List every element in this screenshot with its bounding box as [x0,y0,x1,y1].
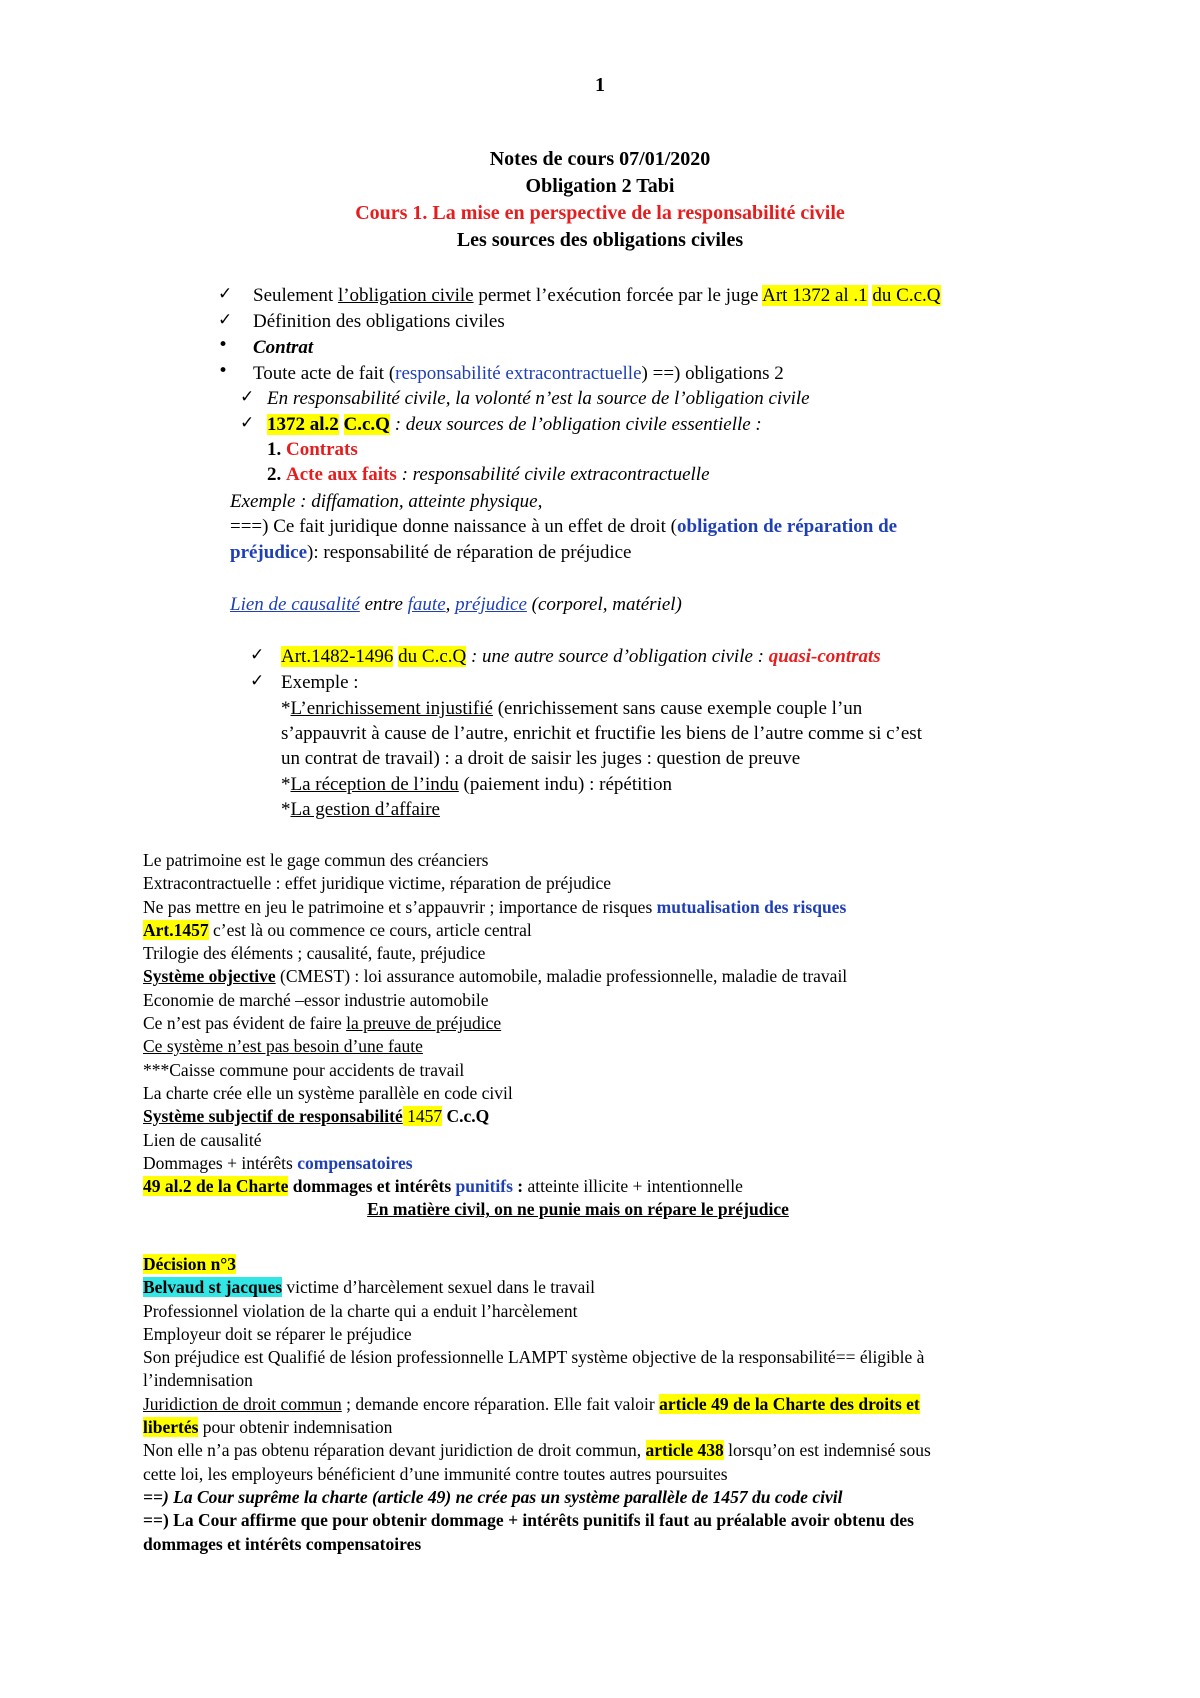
text-line: Art.1457 c’est là ou commence ce cours, article central [143,919,532,940]
list-item: Exemple : [281,672,359,693]
text-line: préjudice): responsabilité de réparation de préjudice [230,542,632,563]
text-line: 49 al.2 de la Charte dommages et intérêts punitifs : atteinte illicite + intentionnelle [143,1176,743,1197]
text-line: Dommages + intérêts compensatoires [143,1152,413,1173]
text-line: Employeur doit se réparer le préjudice [143,1323,412,1344]
link-lien-de-causalite[interactable]: Lien de causalité [230,594,360,615]
section-notes [143,849,1073,1222]
text-line: *La réception de l’indu (paiement indu) : répétition [281,774,672,795]
list-item: En responsabilité civile, la volonté n’est la source de l’obligation civile [267,388,810,409]
text-line: cette loi, les employeurs bénéficient d’une immunité contre toutes autres poursuites [143,1463,728,1484]
text-line: Système objective (CMEST) : loi assurance automobile, maladie professionnelle, maladie de travail [143,966,848,987]
link-faute[interactable]: faute [407,594,446,615]
list-item: 1372 al.2 C.c.Q : deux sources de l’obligation civile essentielle : [267,414,762,435]
text-line: l’indemnisation [143,1370,253,1391]
list-item: Définition des obligations civiles [253,311,505,332]
text-line: La charte crée elle un système parallèle en code civil [143,1082,513,1103]
text-line: *L’enrichissement injustifié (enrichissement sans cause exemple couple l’un [281,698,863,719]
text-line: Ne pas mettre en jeu le patrimoine et s’appauvrir ; importance de risques mutualisation des risques [143,896,847,917]
title-line-2: Obligation 2 Tabi [525,175,675,197]
page-number: 1 [595,74,605,96]
check-icon: ✓ [250,671,265,691]
text-line: Son préjudice est Qualifié de lésion professionnelle LAMPT système objective de la responsabilité== éligible à [143,1347,925,1368]
section-decision [143,1253,1073,1556]
text-line: Lien de causalité [143,1129,262,1150]
text-line: Economie de marché –essor industrie automobile [143,989,489,1010]
text-line: Lien de causalité entre faute, préjudice (corporel, matériel) [230,594,682,615]
bullet-icon: • [218,361,229,381]
text-line: un contrat de travail) : a droit de saisir les juges : question de preuve [281,748,801,769]
title-line-1: Notes de cours 07/01/2020 [489,148,711,170]
list-item: Toute acte de fait (responsabilité extracontractuelle) ==) obligations 2 [253,363,784,384]
title-line-3: Cours 1. La mise en perspective de la responsabilité civile [355,202,845,224]
text-line: Ce n’est pas évident de faire la preuve de préjudice [143,1013,502,1034]
bullet-icon: • [218,335,229,355]
title-line-4: Les sources des obligations civiles [456,229,744,251]
check-icon: ✓ [240,387,255,407]
list-item: Seulement l’obligation civile permet l’exécution forcée par le juge Art 1372 al .1 du C.c.Q [253,285,941,306]
text-line: libertés pour obtenir indemnisation [143,1417,393,1438]
list-item: Art.1482-1496 du C.c.Q : une autre source d’obligation civile : quasi-contrats [281,646,881,667]
link-prejudice[interactable]: préjudice [455,594,527,615]
text-line: Extracontractuelle : effet juridique victime, réparation de préjudice [143,873,612,894]
text-line: *La gestion d’affaire [281,799,440,820]
title-block [0,146,1200,254]
text-line: Belvaud st jacques victime d’harcèlement sexuel dans le travail [143,1277,595,1298]
text-line: Professionnel violation de la charte qui a enduit l’harcèlement [143,1300,578,1321]
list-item: 1. Contrats [267,439,358,460]
conclusion-line: En matière civil, on ne punie mais on répare le préjudice [367,1199,789,1220]
example-line: Exemple : diffamation, atteinte physique, [230,491,543,512]
text-line: Système subjectif de responsabilité 1457 C.c.Q [143,1106,490,1127]
text-line: ==) La Cour affirme que pour obtenir dommage + intérêts punitifs il faut au préalable avoir obtenu des [143,1510,914,1531]
text-line: Non elle n’a pas obtenu réparation devant juridiction de droit commun, article 438 lorsqu’on est indemnisé sous [143,1440,931,1461]
text-line: Trilogie des éléments ; causalité, faute, préjudice [143,943,486,964]
check-icon: ✓ [218,310,233,330]
decision-heading: Décision n°3 [143,1254,237,1274]
list-item: Contrat [253,337,314,358]
text-line: Juridiction de droit commun ; demande encore réparation. Elle fait valoir article 49 de la Charte des droits et [143,1393,920,1414]
check-icon: ✓ [218,284,233,304]
text-line: Ce système n’est pas besoin d’une faute [143,1036,423,1057]
text-line: ===) Ce fait juridique donne naissance à un effet de droit (obligation de réparation de [230,516,898,537]
list-item: 2. Acte aux faits : responsabilité civile extracontractuelle [267,464,710,485]
check-icon: ✓ [240,413,255,433]
text-line: s’appauvrit à cause de l’autre, enrichit et fructifie les biens de l’autre comme si c’est [281,723,922,744]
text-line: ==) La Cour suprême la charte (article 49) ne crée pas un système parallèle de 1457 du code civil [143,1486,843,1507]
text-line: Le patrimoine est le gage commun des créanciers [143,850,489,870]
check-icon: ✓ [250,645,265,665]
text-line: ***Caisse commune pour accidents de travail [143,1059,465,1080]
text-line: dommages et intérêts compensatoires [143,1533,422,1554]
